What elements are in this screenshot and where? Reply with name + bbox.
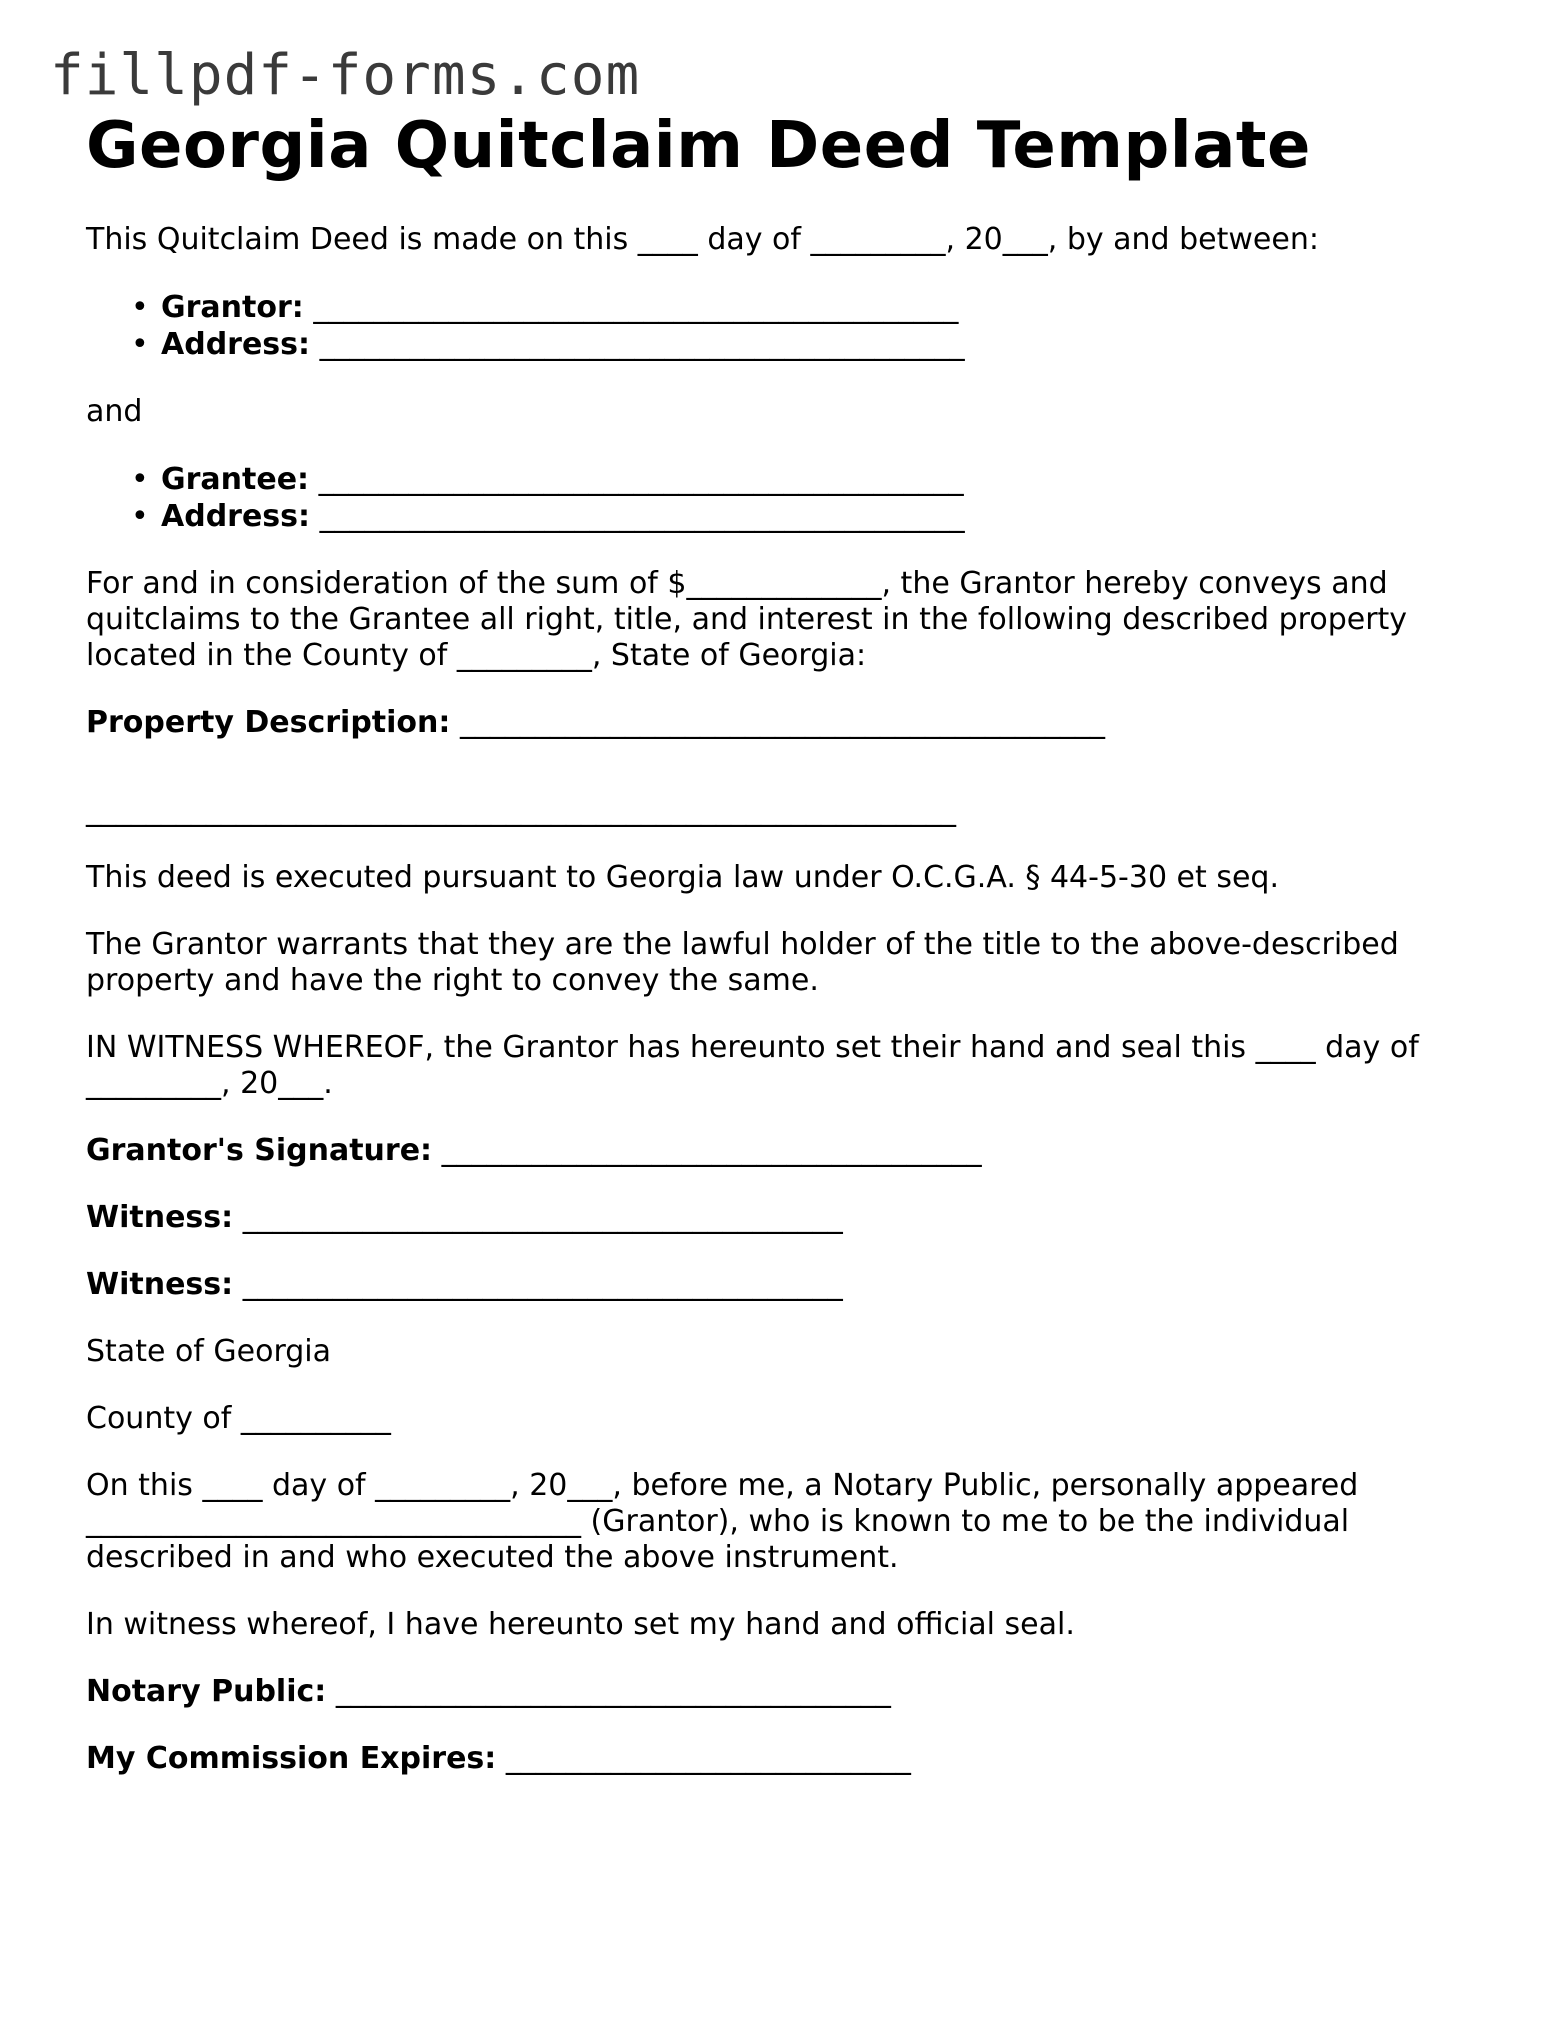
grantor-item xyxy=(86,289,1476,326)
state-text: State of Georgia xyxy=(86,1334,332,1369)
property-description xyxy=(86,705,1476,741)
document-page xyxy=(86,108,1476,1808)
commission-line xyxy=(86,1741,1476,1777)
bullet-icon: • xyxy=(131,499,149,534)
warrant-paragraph: The Grantor warrants that they are the lawful holder of the title to the above-described property and have the right to convey the same. xyxy=(86,927,1409,998)
witness-2-line xyxy=(86,1267,1476,1303)
notary-witness-paragraph: In witness whereof, I have hereunto set my hand and official seal. xyxy=(86,1607,1075,1642)
bullet-icon: • xyxy=(131,462,149,497)
bullet-icon: • xyxy=(131,327,149,362)
grantee-blank[interactable]: ___________________________________________ xyxy=(318,462,964,497)
watermark: fillpdf-forms.com xyxy=(50,43,641,108)
signature-blank[interactable]: ____________________________________ xyxy=(441,1133,982,1168)
grantee-address-blank[interactable]: ___________________________________________ xyxy=(319,499,965,534)
grantee-address-item xyxy=(86,498,1476,535)
witness-1-blank[interactable]: ________________________________________ xyxy=(242,1200,843,1235)
and-text: and xyxy=(86,394,143,429)
document-title: Georgia Quitclaim Deed Template xyxy=(86,109,1311,183)
grantor-blank[interactable]: ___________________________________________ xyxy=(313,290,959,325)
grantee-label: Grantee: xyxy=(161,462,310,497)
law-paragraph: This deed is executed pursuant to Georgia law under O.C.G.A. § 44-5-30 et seq. xyxy=(86,860,1279,895)
notary-public-label: Notary Public: xyxy=(86,1674,327,1709)
grantor-label: Grantor: xyxy=(161,290,304,325)
grantee-list xyxy=(86,461,1476,535)
witness-2-blank[interactable]: ________________________________________ xyxy=(242,1267,843,1302)
notary-public-line xyxy=(86,1674,1476,1710)
witness-1-label: Witness: xyxy=(86,1200,234,1235)
bullet-icon: • xyxy=(131,290,149,325)
grantor-signature-line xyxy=(86,1133,1476,1169)
commission-blank[interactable]: ___________________________ xyxy=(505,1741,911,1776)
commission-label: My Commission Expires: xyxy=(86,1741,497,1776)
witness-1-line xyxy=(86,1200,1476,1236)
intro-paragraph: This Quitclaim Deed is made on this ____ day of _________, 20___, by and between: xyxy=(86,222,1319,257)
county-line: County of __________ xyxy=(86,1401,391,1436)
grantor-address-blank[interactable]: ___________________________________________ xyxy=(319,327,965,362)
grantee-item xyxy=(86,461,1476,498)
grantor-address-item xyxy=(86,326,1476,363)
signature-label: Grantor's Signature: xyxy=(86,1133,433,1168)
witness-2-label: Witness: xyxy=(86,1267,234,1302)
property-blank[interactable]: ___________________________________________ xyxy=(459,705,1105,740)
grantor-list xyxy=(86,289,1476,363)
grantor-address-label: Address: xyxy=(161,327,311,362)
property-line-2[interactable]: __________________________________________________________ xyxy=(86,793,956,828)
grantee-address-label: Address: xyxy=(161,499,311,534)
consideration-paragraph: For and in consideration of the sum of $_____________, the Grantor hereby conveys and quitclaims to the Grantee all right, title, and interest in the following described property located in the County of _________, State of Georgia: xyxy=(86,566,1417,673)
property-label: Property Description: xyxy=(86,705,451,740)
notary-public-blank[interactable]: _____________________________________ xyxy=(335,1674,891,1709)
witness-whereof-paragraph: IN WITNESS WHEREOF, the Grantor has hereunto set their hand and seal this ____ day of _________, 20___. xyxy=(86,1030,1429,1101)
notary-paragraph: On this ____ day of _________, 20___, before me, a Notary Public, personally appeared _________________________________ (Grantor), who is known to me to be the individual described in and who executed the above instrument. xyxy=(86,1468,1368,1575)
